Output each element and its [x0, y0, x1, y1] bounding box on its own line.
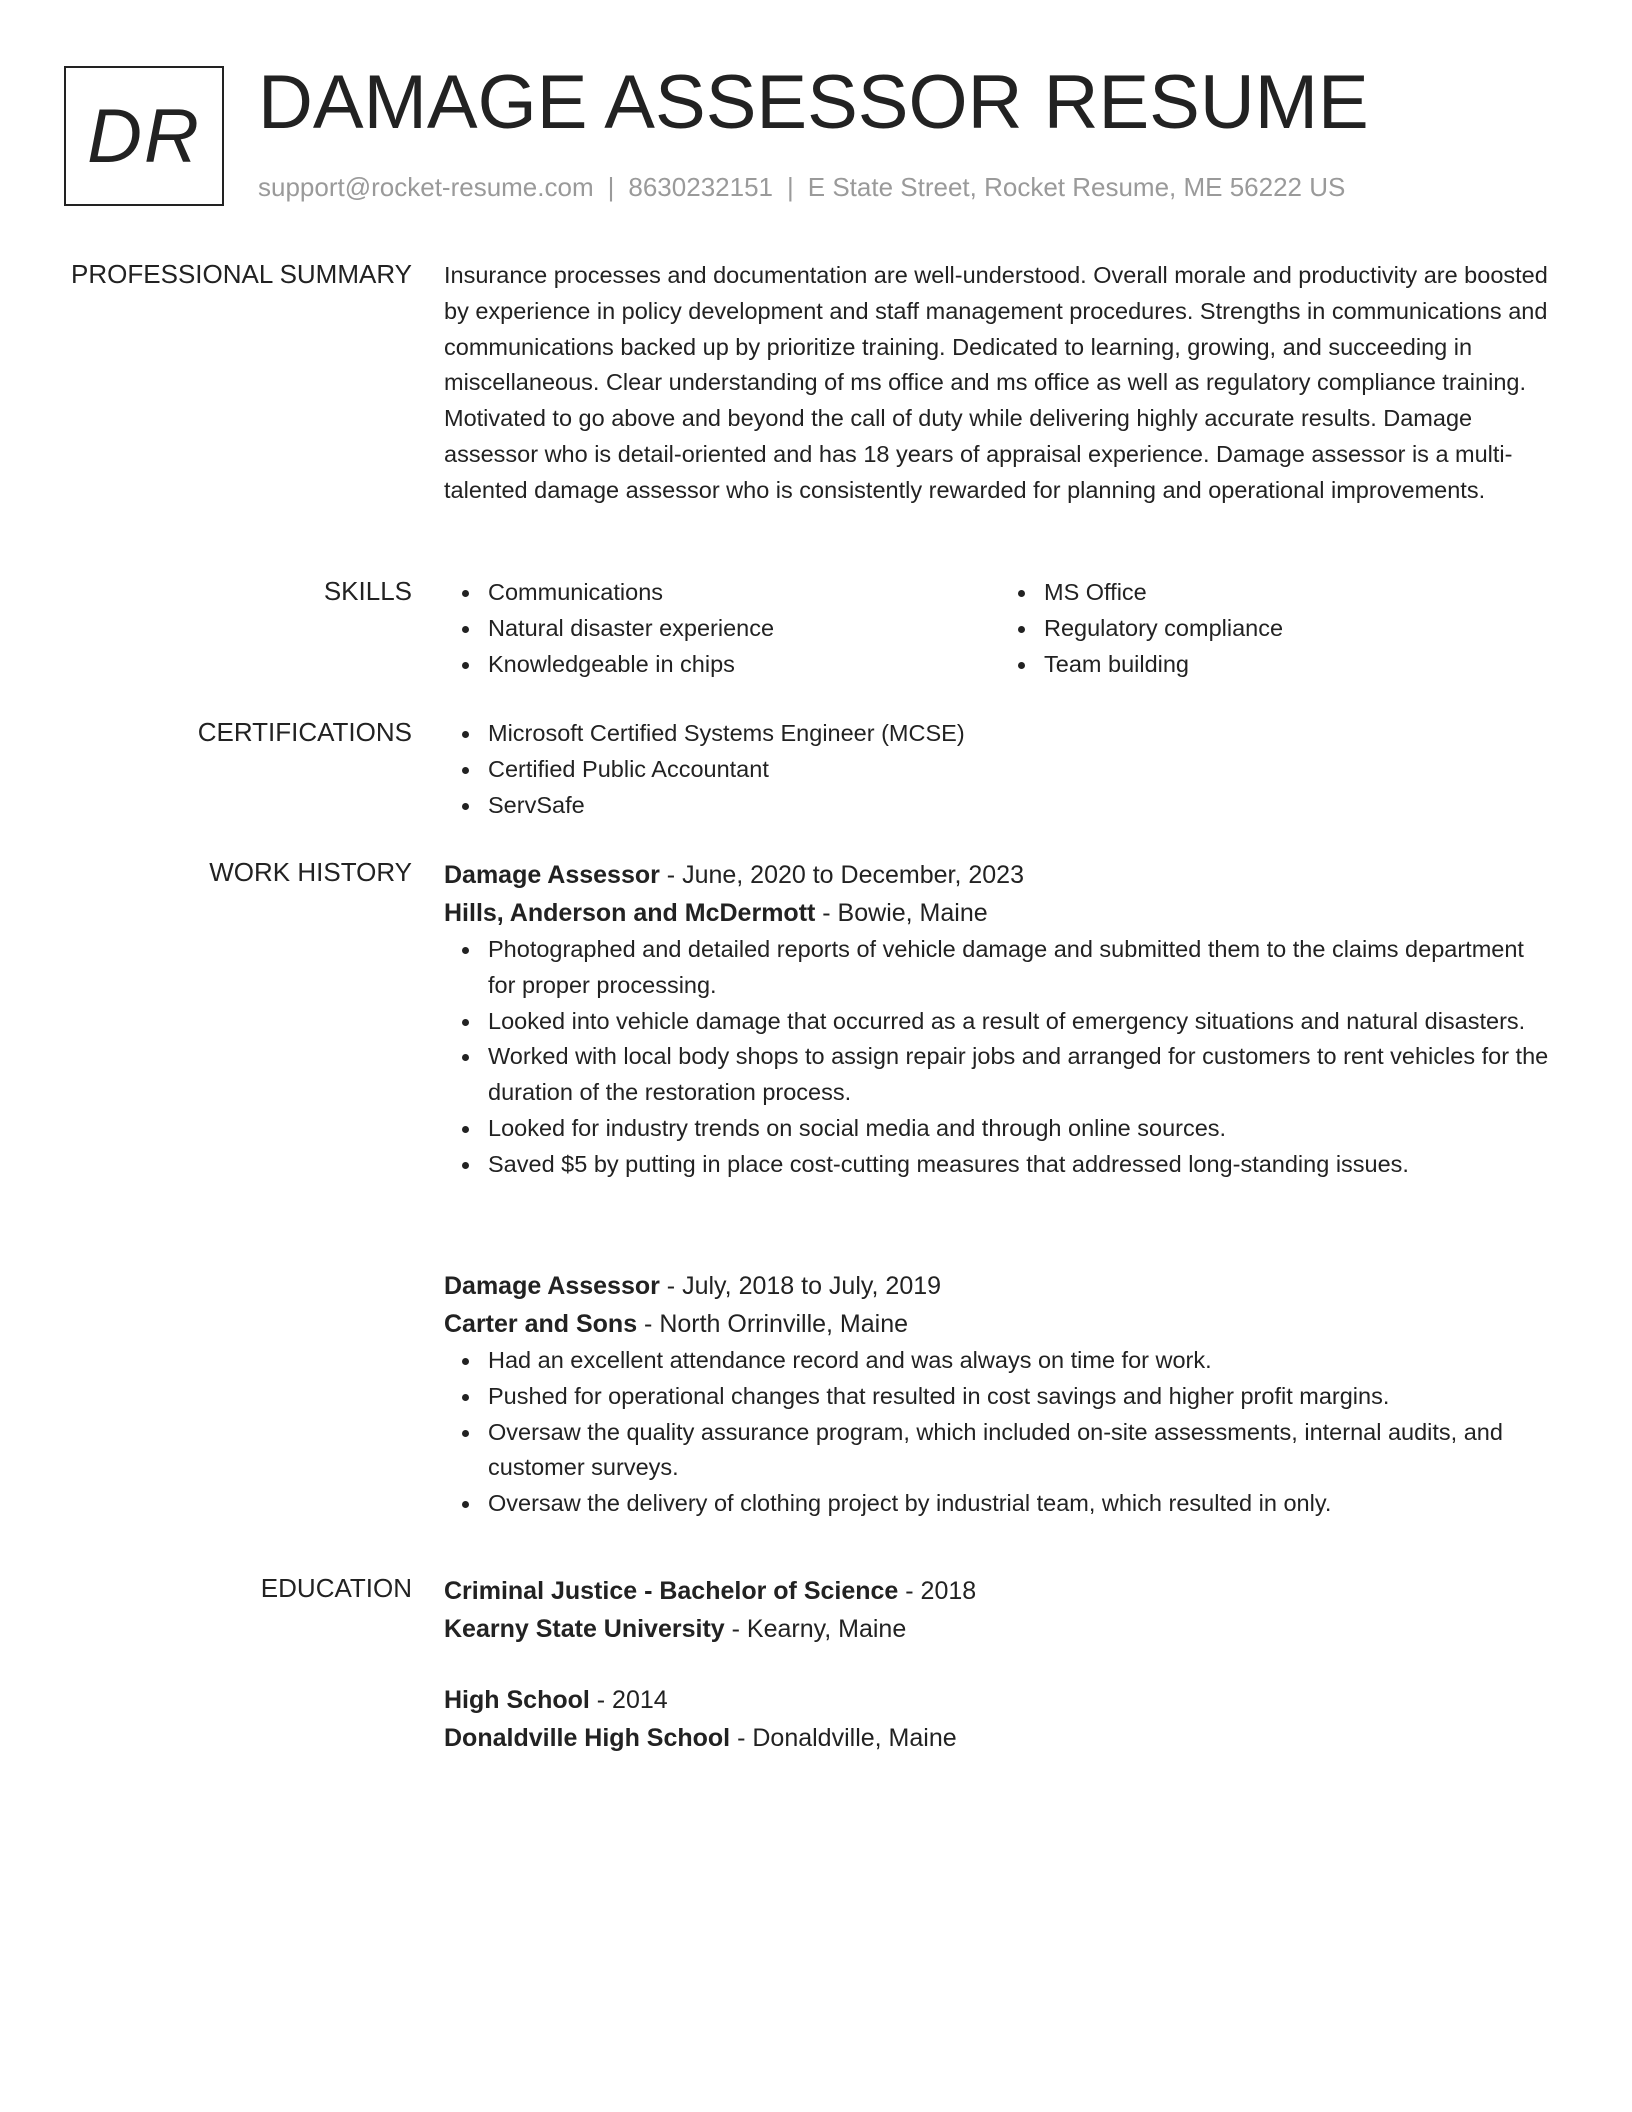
skills-list-left	[444, 575, 1000, 682]
job-title-line	[444, 856, 1556, 894]
education-body-2	[444, 1681, 1556, 1757]
certifications-list	[444, 716, 1556, 823]
job-entry	[444, 856, 1556, 1183]
skill-item: MS Office	[1044, 575, 1556, 611]
job-bullet: Pushed for operational changes that resulted in cost savings and higher profit margins.	[488, 1379, 1556, 1415]
job-company: Hills, Anderson and McDermott	[444, 899, 816, 927]
education-school: Kearny State University	[444, 1615, 725, 1643]
summary-body	[444, 258, 1556, 509]
education-school-line	[444, 1610, 1556, 1648]
job-bullet: Oversaw the quality assurance program, which included on-site assessments, internal audits, and customer surveys.	[488, 1415, 1556, 1487]
job-title-line	[444, 1267, 1556, 1305]
initials-monogram: DR	[64, 66, 224, 206]
education-entry	[444, 1681, 1556, 1757]
contact-separator: |	[607, 172, 615, 202]
job-dates: - July, 2018 to July, 2019	[659, 1272, 942, 1300]
certifications-body	[444, 716, 1556, 823]
job-bullet: Looked into vehicle damage that occurred as a result of emergency situations and natural disasters.	[488, 1004, 1556, 1040]
job-title: Damage Assessor	[444, 861, 660, 889]
job-company: Carter and Sons	[444, 1310, 638, 1338]
contact-address: E State Street, Rocket Resume, ME 56222 US	[807, 172, 1346, 202]
skill-item: Natural disaster experience	[488, 611, 1000, 647]
education-degree-line	[444, 1681, 1556, 1719]
job-bullet-list	[444, 932, 1556, 1183]
job-bullet: Photographed and detailed reports of vehicle damage and submitted them to the claims department for proper processing.	[488, 932, 1556, 1004]
job-company-line	[444, 894, 1556, 932]
education-degree-line	[444, 1572, 1556, 1610]
summary-heading: PROFESSIONAL SUMMARY	[71, 259, 412, 289]
skill-item: Communications	[488, 575, 1000, 611]
work-history-heading: WORK HISTORY	[209, 857, 412, 887]
skill-item: Knowledgeable in chips	[488, 647, 1000, 683]
education-degree: Criminal Justice - Bachelor of Science	[444, 1577, 899, 1605]
education-location: - Donaldville, Maine	[730, 1724, 957, 1752]
job-location: - Bowie, Maine	[815, 899, 988, 927]
work-history-body-2	[444, 1267, 1556, 1522]
job-entry	[444, 1267, 1556, 1522]
job-bullet: Had an excellent attendance record and was always on time for work.	[488, 1343, 1556, 1379]
education-school: Donaldville High School	[444, 1724, 731, 1752]
education-year: - 2014	[589, 1686, 668, 1714]
job-bullet: Saved $5 by putting in place cost-cutting measures that addressed long-standing issues.	[488, 1147, 1556, 1183]
skill-item: Regulatory compliance	[1044, 611, 1556, 647]
education-school-line	[444, 1719, 1556, 1757]
resume-title: DAMAGE ASSESSOR RESUME	[258, 60, 1369, 145]
education-heading: EDUCATION	[260, 1573, 412, 1603]
job-bullet-list	[444, 1343, 1556, 1522]
certification-item: Microsoft Certified Systems Engineer (MCSE)	[488, 716, 1556, 752]
certifications-heading: CERTIFICATIONS	[197, 717, 412, 747]
job-bullet: Worked with local body shops to assign repair jobs and arranged for customers to rent vehicles for the duration of the restoration process.	[488, 1039, 1556, 1111]
education-entry	[444, 1572, 1556, 1648]
education-body	[444, 1572, 1556, 1648]
job-bullet: Oversaw the delivery of clothing project by industrial team, which resulted in only.	[488, 1486, 1556, 1522]
summary-text: Insurance processes and documentation are well-understood. Overall morale and productivity are boosted by experience in policy development and staff management procedures. Strengths in communications and communications backed up by prioritize training. Dedicated to learning, growing, and succeeding in miscellaneous. Clear understanding of ms office and ms office as well as regulatory compliance training. Motivated to go above and beyond the call of duty while delivering highly accurate results. Damage assessor who is detail-oriented and has 18 years of appraisal experience. Damage assessor is a multi-talented damage assessor who is consistently rewarded for planning and operational improvements.	[444, 262, 1548, 503]
job-company-line	[444, 1305, 1556, 1343]
job-bullet: Looked for industry trends on social media and through online sources.	[488, 1111, 1556, 1147]
skills-body	[444, 575, 1556, 682]
education-year: - 2018	[898, 1577, 977, 1605]
contact-phone[interactable]: 8630232151	[628, 172, 773, 202]
job-location: - North Orrinville, Maine	[637, 1310, 909, 1338]
skills-list-right	[1000, 575, 1556, 682]
contact-line	[258, 172, 1345, 203]
education-degree: High School	[444, 1686, 590, 1714]
contact-separator: |	[787, 172, 794, 202]
skill-item: Team building	[1044, 647, 1556, 683]
skills-heading: SKILLS	[323, 576, 412, 606]
certification-item: Certified Public Accountant	[488, 752, 1556, 788]
education-location: - Kearny, Maine	[724, 1615, 907, 1643]
certification-item: ServSafe	[488, 788, 1556, 824]
job-dates: - June, 2020 to December, 2023	[659, 861, 1024, 889]
job-title: Damage Assessor	[444, 1272, 660, 1300]
work-history-body	[444, 856, 1556, 1183]
contact-email[interactable]: support@rocket-resume.com	[258, 172, 594, 202]
